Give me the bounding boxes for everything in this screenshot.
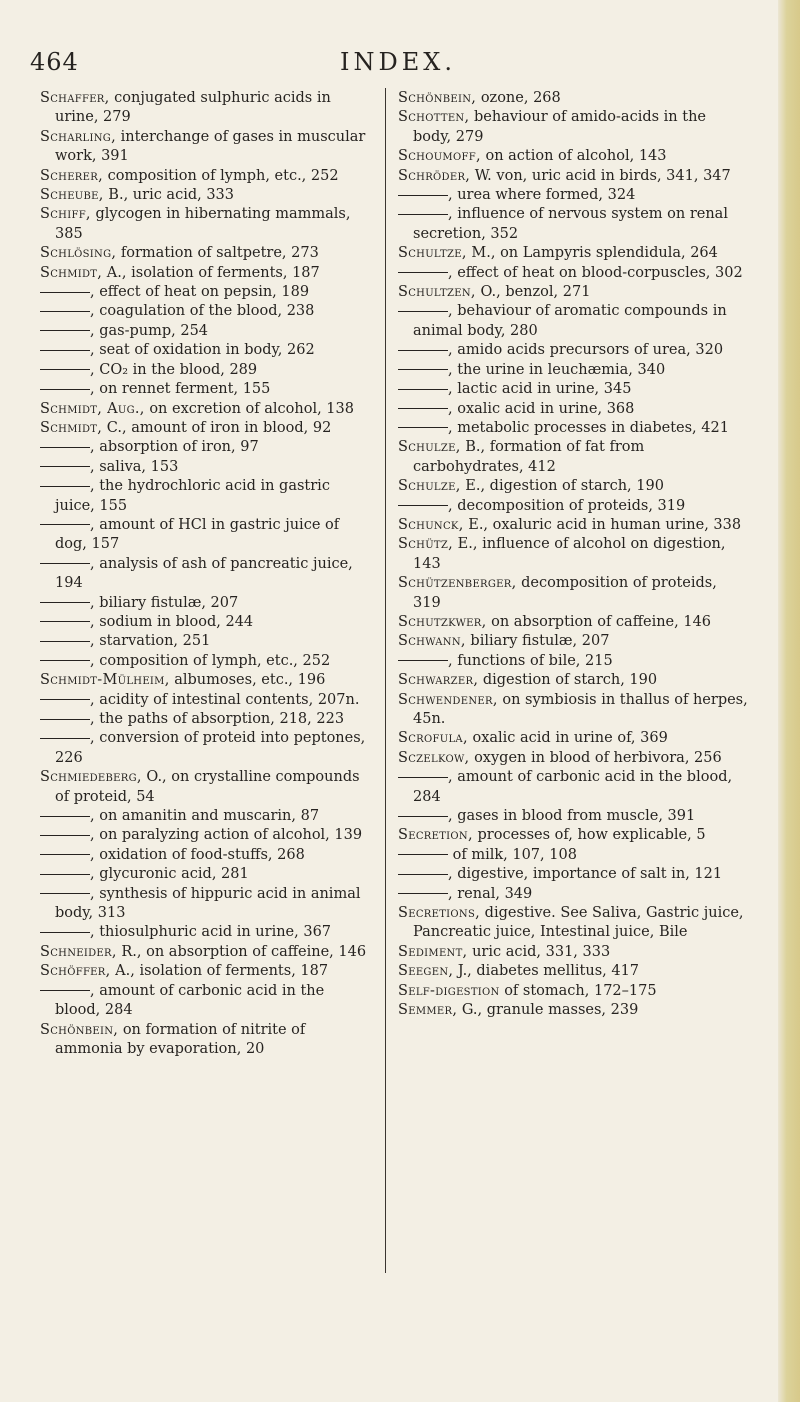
entry-name: Schultzen, (398, 284, 476, 301)
entry-text: , CO₂ in the blood, 289 (90, 361, 258, 378)
entry-name: Schmidt-Mülheim, (40, 672, 170, 689)
index-entry (40, 89, 370, 128)
entry-text: , biliary fistulæ, 207 (90, 594, 239, 611)
index-entry (40, 264, 370, 283)
index-entry (40, 729, 370, 768)
entry-text: , behaviour of aromatic compounds in animal body, 280 (413, 303, 727, 339)
entry-text: on symbiosis in thallus of herpes, 45n. (413, 691, 748, 727)
entry-name: Schmiedeberg, (40, 769, 142, 786)
entry-text: , starvation, 251 (90, 633, 211, 650)
ditto-dash (40, 563, 90, 564)
ditto-dash (398, 350, 448, 351)
entry-text: B., uric acid, 333 (103, 187, 235, 204)
index-entry (398, 671, 748, 690)
entry-text: , oxalic acid in urine, 368 (448, 400, 635, 417)
entry-text: of milk, 107, 108 (448, 846, 577, 863)
index-entry (398, 807, 748, 826)
index-entry (398, 89, 748, 108)
index-entry (398, 438, 748, 477)
running-title: INDEX. (340, 48, 456, 76)
index-entry (398, 904, 748, 943)
entry-name: Schultze, (398, 245, 467, 262)
entry-text: on action of alcohol, 143 (480, 148, 667, 165)
index-entry (398, 535, 748, 574)
index-entry (398, 264, 748, 283)
entry-text: composition of lymph, etc., 252 (102, 167, 339, 184)
index-entry (398, 962, 748, 981)
entry-text: , amount of HCl in gastric juice of dog, 157 (55, 516, 340, 553)
index-entry (398, 943, 748, 962)
index-entry (398, 497, 748, 516)
ditto-dash (398, 854, 448, 855)
entry-text: A., isolation of ferments, 187 (102, 264, 320, 281)
entry-text: , analysis of ash of pancreatic juice, 194 (55, 555, 353, 592)
index-entry (398, 652, 748, 671)
entry-text: , amount of carbonic acid in the blood, 284 (55, 982, 325, 1019)
entry-name: Schotten, (398, 109, 470, 126)
entry-name: Schmidt, (40, 419, 103, 436)
ditto-dash (40, 893, 90, 894)
entry-text: conjugated sulphuric acids in urine, 279 (55, 90, 331, 126)
entry-text: , amido acids precursors of urea, 320 (448, 342, 724, 359)
entry-text: biliary fistulæ, 207 (465, 633, 610, 650)
index-entry (398, 186, 748, 205)
index-entry (398, 400, 748, 419)
entry-name: Scheube, (40, 187, 104, 204)
entry-text: , absorption of iron, 97 (90, 439, 259, 456)
ditto-dash (398, 311, 448, 312)
ditto-dash (40, 816, 90, 817)
entry-text: ozone, 268 (476, 90, 561, 106)
index-entry (40, 923, 370, 942)
index-entry (40, 361, 370, 380)
entry-text: , effect of heat on blood-corpuscles, 302 (448, 264, 743, 281)
index-entry (398, 574, 748, 613)
ditto-dash (40, 641, 90, 642)
entry-name: Schneider, (40, 943, 117, 960)
index-entry (398, 108, 748, 147)
index-entry (40, 982, 370, 1021)
index-entry (40, 128, 370, 167)
entry-text: , acidity of intestinal contents, 207n. (90, 691, 360, 708)
entry-text: , the hydrochloric acid in gastric juice, 155 (55, 478, 330, 514)
index-entry (398, 865, 748, 884)
index-entry (40, 186, 370, 205)
index-entry (40, 865, 370, 884)
entry-name: Self-digestion (398, 982, 500, 999)
index-entry (398, 613, 748, 632)
ditto-dash (398, 874, 448, 875)
ditto-dash (398, 214, 448, 215)
entry-name: Schutzkwer, (398, 613, 487, 630)
index-column-left (40, 89, 370, 1059)
index-entry (398, 283, 748, 302)
index-entry (398, 167, 748, 186)
entry-text: C., amount of iron in blood, 92 (102, 419, 332, 436)
entry-name: Schwarzer, (398, 672, 479, 689)
index-entry (40, 807, 370, 826)
entry-text: A., isolation of ferments, 187 (110, 963, 329, 980)
ditto-dash (40, 330, 90, 331)
index-entry (398, 205, 748, 244)
index-entry (40, 555, 370, 594)
index-entry (40, 846, 370, 865)
page-header (0, 24, 800, 84)
index-entry (40, 671, 370, 690)
entry-name: Schoumoff, (398, 148, 481, 165)
entry-text: , synthesis of hippuric acid in animal body, 313 (55, 885, 361, 922)
entry-text: on absorption of caffeine, 146 (486, 613, 712, 630)
entry-text: , thiosulphuric acid in urine, 367 (90, 924, 332, 941)
index-entry (40, 632, 370, 651)
entry-text: J., diabetes mellitus, 417 (453, 963, 640, 980)
ditto-dash (40, 350, 90, 351)
index-entry (40, 400, 370, 419)
entry-text: albumoses, etc., 196 (169, 672, 326, 689)
ditto-dash (40, 311, 90, 312)
ditto-dash (40, 719, 90, 720)
entry-name: Sczelkow, (398, 749, 470, 766)
entry-text: E., oxaluric acid in human urine, 338 (463, 516, 742, 533)
entry-text: R., on absorption of caffeine, 146 (116, 943, 367, 960)
entry-text: , influence of nervous system on renal secretion, 352 (413, 206, 728, 242)
index-entry (40, 613, 370, 632)
index-entry (40, 322, 370, 341)
entry-text: formation of saltpetre, 273 (116, 245, 319, 262)
entry-text: M., on Lampyris splendidula, 264 (466, 245, 718, 262)
entry-name: Schmidt, (40, 264, 103, 281)
index-entry (40, 458, 370, 477)
index-column-right (398, 89, 748, 1021)
entry-text: uric acid, 331, 333 (467, 943, 611, 960)
index-entry (40, 826, 370, 845)
index-entry (398, 729, 748, 748)
index-entry (398, 826, 748, 845)
index-entry (40, 380, 370, 399)
entry-text: decomposition of proteids, 319 (413, 575, 717, 611)
entry-name: Schulze, (398, 439, 461, 456)
ditto-dash (398, 427, 448, 428)
entry-text: W. von, uric acid in birds, 341, 347 (470, 167, 731, 184)
entry-text: , gas-pump, 254 (90, 322, 209, 339)
index-entry (398, 477, 748, 496)
ditto-dash (40, 835, 90, 836)
index-entry (40, 943, 370, 962)
entry-text: oxalic acid in urine of, 369 (467, 730, 668, 747)
ditto-dash (40, 524, 90, 525)
entry-name: Secretion, (398, 827, 473, 844)
entry-name: Schulze, (398, 478, 461, 495)
index-entry (40, 283, 370, 302)
ditto-dash (40, 602, 90, 603)
index-entry (40, 885, 370, 924)
index-entry (398, 244, 748, 263)
index-entry (398, 516, 748, 535)
entry-text: interchange of gases in muscular work, 391 (55, 128, 366, 165)
index-entry (398, 302, 748, 341)
page-edge (778, 0, 800, 1402)
index-entry (40, 244, 370, 263)
entry-text: , urea where formed, 324 (448, 187, 636, 204)
ditto-dash (398, 816, 448, 817)
entry-name: Schwendener, (398, 691, 498, 708)
entry-name: Schöffer, (40, 963, 111, 980)
entry-text: , saliva, 153 (90, 458, 179, 475)
entry-text: , composition of lymph, etc., 252 (90, 652, 331, 669)
entry-name: Schröder, (398, 167, 471, 184)
ditto-dash (398, 660, 448, 661)
entry-text: , conversion of proteid into peptones, 226 (55, 730, 366, 766)
entry-name: Schmidt, Aug., (40, 400, 145, 417)
entry-text: , oxidation of food-stuffs, 268 (90, 846, 305, 863)
index-entry (40, 419, 370, 438)
index-entry (40, 1021, 370, 1060)
index-entry (398, 768, 748, 807)
entry-name: Schaffer, (40, 90, 110, 106)
ditto-dash (40, 292, 90, 293)
ditto-dash (40, 699, 90, 700)
entry-text: on formation of nitrite of ammonia by evaporation, 20 (55, 1021, 306, 1057)
index-entry (398, 885, 748, 904)
index-entry (398, 1001, 748, 1020)
ditto-dash (40, 990, 90, 991)
page-number: 464 (30, 48, 79, 76)
entry-text: , coagulation of the blood, 238 (90, 303, 315, 320)
entry-name: Schlösing, (40, 245, 117, 262)
index-entry (40, 302, 370, 321)
entry-name: Schützenberger, (398, 575, 517, 592)
ditto-dash (40, 932, 90, 933)
index-entry (40, 516, 370, 555)
index-entry (40, 710, 370, 729)
entry-text: , the urine in leuchæmia, 340 (448, 361, 666, 378)
index-entry (398, 632, 748, 651)
entry-text: , sodium in blood, 244 (90, 613, 254, 630)
entry-name: Secretions, (398, 905, 481, 922)
entry-text: , seat of oxidation in body, 262 (90, 342, 315, 359)
index-entry (40, 205, 370, 244)
index-entry (40, 652, 370, 671)
entry-name: Sediment, (398, 943, 468, 960)
ditto-dash (40, 389, 90, 390)
column-divider (385, 88, 386, 1273)
ditto-dash (40, 854, 90, 855)
entry-name: Schütz, (398, 536, 454, 553)
ditto-dash (40, 874, 90, 875)
entry-text: G., granule masses, 239 (457, 1002, 639, 1019)
index-entry (398, 147, 748, 166)
entry-text: glycogen in hibernating mammals, 385 (55, 206, 351, 242)
entry-name: Scherer, (40, 167, 103, 184)
entry-text: E., digestion of starch, 190 (460, 478, 664, 495)
ditto-dash (398, 389, 448, 390)
entry-text: O., on crystalline compounds of proteid, 54 (55, 769, 360, 805)
entry-name: Semmer, (398, 1002, 458, 1019)
ditto-dash (398, 272, 448, 273)
entry-text: digestive. See Saliva, Gastric juice, Pancreatic juice, Intestinal juice, Bile (413, 905, 744, 941)
ditto-dash (398, 195, 448, 196)
ditto-dash (40, 369, 90, 370)
index-entry (40, 341, 370, 360)
entry-text: O., benzol, 271 (475, 284, 591, 301)
entry-text: of stomach, 172–175 (499, 982, 657, 999)
entry-name: Schunck, (398, 516, 464, 533)
entry-text: , amount of carbonic acid in the blood, 284 (413, 769, 733, 805)
entry-text: , renal, 349 (448, 885, 533, 902)
ditto-dash (398, 893, 448, 894)
entry-text: behaviour of amido-acids in the body, 279 (413, 109, 706, 145)
ditto-dash (40, 447, 90, 448)
entry-text: digestion of starch, 190 (478, 672, 658, 689)
index-entry (40, 768, 370, 807)
entry-text: , the paths of absorption, 218, 223 (90, 711, 345, 727)
entry-name: Schiff, (40, 206, 91, 223)
index-entry (40, 962, 370, 981)
ditto-dash (40, 621, 90, 622)
entry-name: Seegen, (398, 963, 454, 980)
index-entry (398, 361, 748, 380)
entry-name: Scharling, (40, 128, 116, 145)
index-entry (398, 341, 748, 360)
entry-text: , gases in blood from muscle, 391 (448, 808, 696, 825)
entry-text: , on paralyzing action of alcohol, 139 (90, 827, 363, 844)
entry-text: , on amanitin and muscarin, 87 (90, 808, 320, 825)
entry-text: , functions of bile, 215 (448, 652, 613, 669)
entry-text: processes of, how explicable, 5 (472, 827, 706, 844)
index-entry (398, 982, 748, 1001)
entry-text: E., influence of alcohol on digestion, 143 (413, 536, 726, 572)
ditto-dash (40, 486, 90, 487)
index-entry (398, 749, 748, 768)
entry-name: Scrofula, (398, 730, 468, 747)
entry-text: B., formation of fat from carbohydrates, 412 (413, 439, 645, 475)
ditto-dash (398, 505, 448, 506)
entry-name: Schönbein, (40, 1021, 119, 1038)
ditto-dash (398, 369, 448, 370)
index-entry (40, 594, 370, 613)
ditto-dash (40, 738, 90, 739)
index-entry (398, 691, 748, 730)
entry-text: , glycuronic acid, 281 (90, 866, 249, 883)
ditto-dash (398, 408, 448, 409)
index-entry (40, 691, 370, 710)
ditto-dash (40, 660, 90, 661)
entry-text: , digestive, importance of salt in, 121 (448, 866, 723, 883)
index-entry (40, 438, 370, 457)
entry-text: , lactic acid in urine, 345 (448, 381, 632, 398)
entry-text: , metabolic processes in diabetes, 421 (448, 419, 729, 436)
entry-name: Schönbein, (398, 90, 477, 106)
entry-text: , effect of heat on pepsin, 189 (90, 284, 310, 301)
entry-text: , decomposition of proteids, 319 (448, 497, 686, 514)
entry-name: Schwann, (398, 633, 466, 650)
index-entry (398, 419, 748, 438)
index-entry (398, 380, 748, 399)
ditto-dash (398, 777, 448, 778)
entry-text: , on rennet ferment, 155 (90, 381, 271, 398)
index-entry (40, 477, 370, 516)
entry-text: oxygen in blood of herbivora, 256 (469, 749, 722, 766)
ditto-dash (40, 466, 90, 467)
index-entry (40, 167, 370, 186)
entry-text: on excretion of alcohol, 138 (144, 400, 354, 417)
index-entry (398, 846, 748, 865)
